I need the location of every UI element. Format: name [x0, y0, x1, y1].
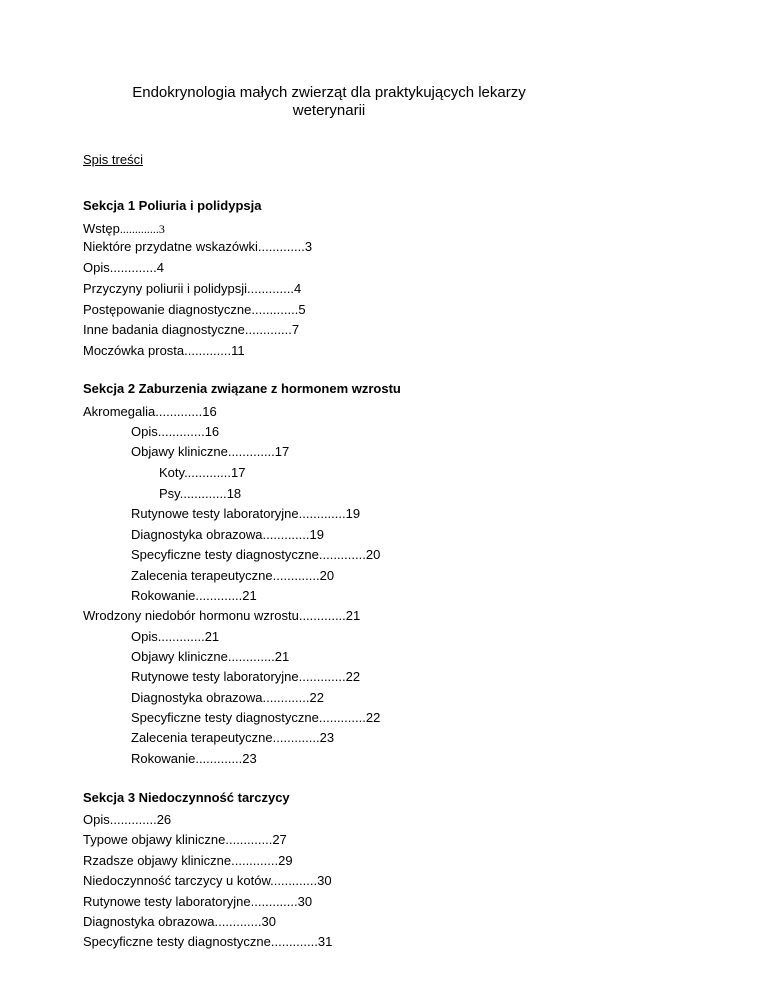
toc-entry[interactable] [131, 527, 324, 543]
toc-entry-dots: ............. [272, 568, 320, 583]
toc-entry-label: Specyficzne testy diagnostyczne [131, 710, 319, 725]
toc-entry-label: Rutynowe testy laboratoryjne [83, 894, 251, 909]
toc-entry-page: 16 [204, 424, 220, 439]
toc-entry-label: Opis [131, 629, 158, 644]
toc-entry-page: 31 [317, 934, 333, 949]
toc-entry-label: Objawy kliniczne [131, 649, 228, 664]
toc-entry-page: 27 [272, 832, 287, 847]
toc-entry[interactable] [83, 608, 360, 624]
toc-entry-label: Psy [159, 486, 180, 501]
toc-entry-dots: ............. [247, 281, 294, 296]
toc-entry-dots: ............. [231, 853, 279, 868]
toc-entry-label: Diagnostyka obrazowa [131, 527, 263, 542]
toc-entry-page: 30 [261, 914, 276, 929]
toc-entry-label: Zalecenia terapeutyczne [131, 568, 273, 583]
toc-entry[interactable] [159, 465, 246, 481]
toc-entry[interactable] [83, 873, 332, 889]
toc-entry-page: 23 [319, 730, 335, 745]
toc-entry-label: Typowe objawy kliniczne [83, 832, 226, 847]
toc-entry[interactable] [131, 506, 360, 522]
toc-entry-dots: ............. [227, 444, 275, 459]
toc-entry[interactable] [83, 239, 312, 255]
toc-entry-dots: ............. [251, 302, 299, 317]
toc-entry[interactable] [83, 404, 217, 420]
toc-entry-page: 22 [365, 710, 381, 725]
toc-entry-page: 22 [345, 669, 361, 684]
toc-entry-label: Rokowanie [131, 588, 196, 603]
toc-entry-label: Specyficzne testy diagnostyczne [83, 934, 271, 949]
section-title: Sekcja 3 Niedoczynność tarczycy [83, 790, 290, 805]
toc-entry-dots: ............. [214, 914, 262, 929]
toc-entry-dots: ............. [298, 608, 346, 623]
toc-entry-label: Koty [159, 465, 185, 480]
toc-entry[interactable] [131, 424, 219, 440]
toc-entry-page: 5 [298, 302, 306, 317]
toc-entry-label: Diagnostyka obrazowa [131, 690, 263, 705]
toc-entry-dots: ............. [119, 222, 159, 236]
toc-entry-label: Inne badania diagnostyczne [83, 322, 245, 337]
toc-entry-dots: ............. [195, 751, 243, 766]
toc-entry[interactable] [83, 853, 293, 869]
toc-entry-page: 21 [242, 588, 257, 603]
toc-entry[interactable] [131, 669, 360, 685]
toc-entry-dots: ............. [109, 260, 157, 275]
toc-entry-dots: ............. [179, 486, 227, 501]
toc-entry-label: Opis [131, 424, 158, 439]
toc-entry-page: 22 [309, 690, 324, 705]
toc-entry[interactable] [131, 547, 380, 563]
toc-entry-label: Rzadsze objawy kliniczne [83, 853, 232, 868]
toc-entry-label: Objawy kliniczne [131, 444, 228, 459]
toc-entry-dots: ............. [244, 322, 292, 337]
toc-entry-dots: ............. [250, 894, 298, 909]
toc-entry-label: Akromegalia [83, 404, 156, 419]
toc-entry-dots: ............. [318, 710, 366, 725]
toc-heading: Spis treści [83, 152, 143, 167]
toc-entry[interactable] [131, 588, 257, 604]
toc-entry-dots: ............. [257, 239, 305, 254]
toc-entry-page: 7 [291, 322, 300, 337]
toc-entry-page: 11 [231, 343, 245, 358]
toc-entry-dots: ............. [262, 527, 310, 542]
toc-entry-page: 17 [274, 444, 290, 459]
toc-entry-page: 4 [156, 260, 164, 275]
document-title [0, 84, 658, 120]
toc-entry-label: Diagnostyka obrazowa [83, 914, 215, 929]
toc-entry-dots: ............. [270, 873, 318, 888]
toc-entry-label: Postępowanie diagnostyczne [83, 302, 252, 317]
toc-entry-page: 3 [158, 222, 165, 236]
toc-entry[interactable] [131, 649, 289, 665]
toc-entry[interactable] [83, 302, 306, 318]
toc-entry-label: Przyczyny poliurii i polidypsji [83, 281, 247, 296]
toc-entry-dots: ............. [184, 465, 232, 480]
toc-entry-dots: ............. [184, 343, 232, 358]
toc-entry-page: 19 [345, 506, 361, 521]
toc-entry-label: Opis [83, 260, 110, 275]
toc-entry[interactable] [83, 281, 301, 297]
toc-entry-dots: ............. [225, 832, 273, 847]
toc-entry-dots: ............. [298, 669, 346, 684]
toc-entry-label: Wrodzony niedobór hormonu wzrostu [83, 608, 299, 623]
toc-entry-label: Rutynowe testy laboratoryjne [131, 506, 299, 521]
toc-entry[interactable] [83, 934, 332, 950]
toc-entry-page: 21 [345, 608, 361, 623]
toc-entry-page: 4 [293, 281, 302, 296]
toc-entry[interactable] [131, 710, 380, 726]
toc-entry-page: 17 [231, 465, 246, 480]
toc-entry[interactable] [83, 894, 312, 910]
toc-entry-page: 26 [156, 812, 172, 827]
toc-entry-page: 21 [274, 649, 290, 664]
toc-entry[interactable] [131, 568, 334, 584]
section-title: Sekcja 2 Zaburzenia związane z hormonem wzrostu [83, 381, 401, 396]
toc-entry-page: 3 [304, 239, 313, 254]
toc-entry[interactable] [131, 629, 219, 645]
toc-entry-page: 18 [226, 486, 242, 501]
toc-entry-dots: ............. [155, 404, 203, 419]
toc-entry[interactable] [83, 260, 164, 276]
toc-entry-label: Specyficzne testy diagnostyczne [131, 547, 319, 562]
toc-entry-label: Niedoczynność tarczycy u kotów [83, 873, 271, 888]
toc-entry-dots: ............. [109, 812, 157, 827]
toc-entry-page: 20 [319, 568, 335, 583]
toc-entry-label: Opis [83, 812, 110, 827]
document-title-line-2: weterynarii [292, 102, 366, 119]
toc-entry-page: 30 [317, 873, 332, 888]
toc-entry-label: Rutynowe testy laboratoryjne [131, 669, 299, 684]
toc-entry[interactable] [131, 751, 257, 767]
document-title-line-1: Endokrynologia małych zwierząt dla praktykujących lekarzy [132, 84, 526, 101]
toc-entry-dots: ............. [227, 649, 275, 664]
toc-entry[interactable] [83, 832, 287, 848]
toc-entry[interactable] [83, 812, 171, 828]
toc-entry-label: Niektóre przydatne wskazówki [83, 239, 258, 254]
toc-entry[interactable] [159, 486, 241, 502]
toc-entry-label: Moczówka prosta [83, 343, 185, 358]
toc-entry[interactable] [83, 343, 245, 359]
toc-entry[interactable] [83, 914, 276, 930]
toc-entry-page: 23 [242, 751, 257, 766]
toc-entry-page: 30 [297, 894, 313, 909]
toc-entry-page: 19 [309, 527, 324, 542]
toc-entry-page: 20 [365, 547, 381, 562]
toc-entry[interactable] [131, 690, 324, 706]
toc-entry[interactable] [131, 730, 334, 746]
toc-entry-label: Wstęp [83, 221, 120, 236]
toc-entry-dots: ............. [272, 730, 320, 745]
toc-entry-page: 29 [278, 853, 293, 868]
toc-entry-dots: ............. [157, 424, 205, 439]
toc-entry-dots: ............. [318, 547, 366, 562]
section-title: Sekcja 1 Poliuria i polidypsja [83, 198, 262, 213]
toc-entry-dots: ............. [195, 588, 243, 603]
toc-entry-dots: ............. [298, 506, 346, 521]
toc-entry-page: 21 [204, 629, 220, 644]
toc-entry-label: Zalecenia terapeutyczne [131, 730, 273, 745]
toc-entry[interactable] [83, 221, 165, 237]
toc-entry-dots: ............. [262, 690, 310, 705]
toc-entry-label: Rokowanie [131, 751, 196, 766]
toc-entry-page: 16 [202, 404, 217, 419]
toc-entry-dots: ............. [270, 934, 318, 949]
toc-entry-dots: ............. [157, 629, 205, 644]
toc-entry[interactable] [83, 322, 299, 338]
toc-entry[interactable] [131, 444, 289, 460]
